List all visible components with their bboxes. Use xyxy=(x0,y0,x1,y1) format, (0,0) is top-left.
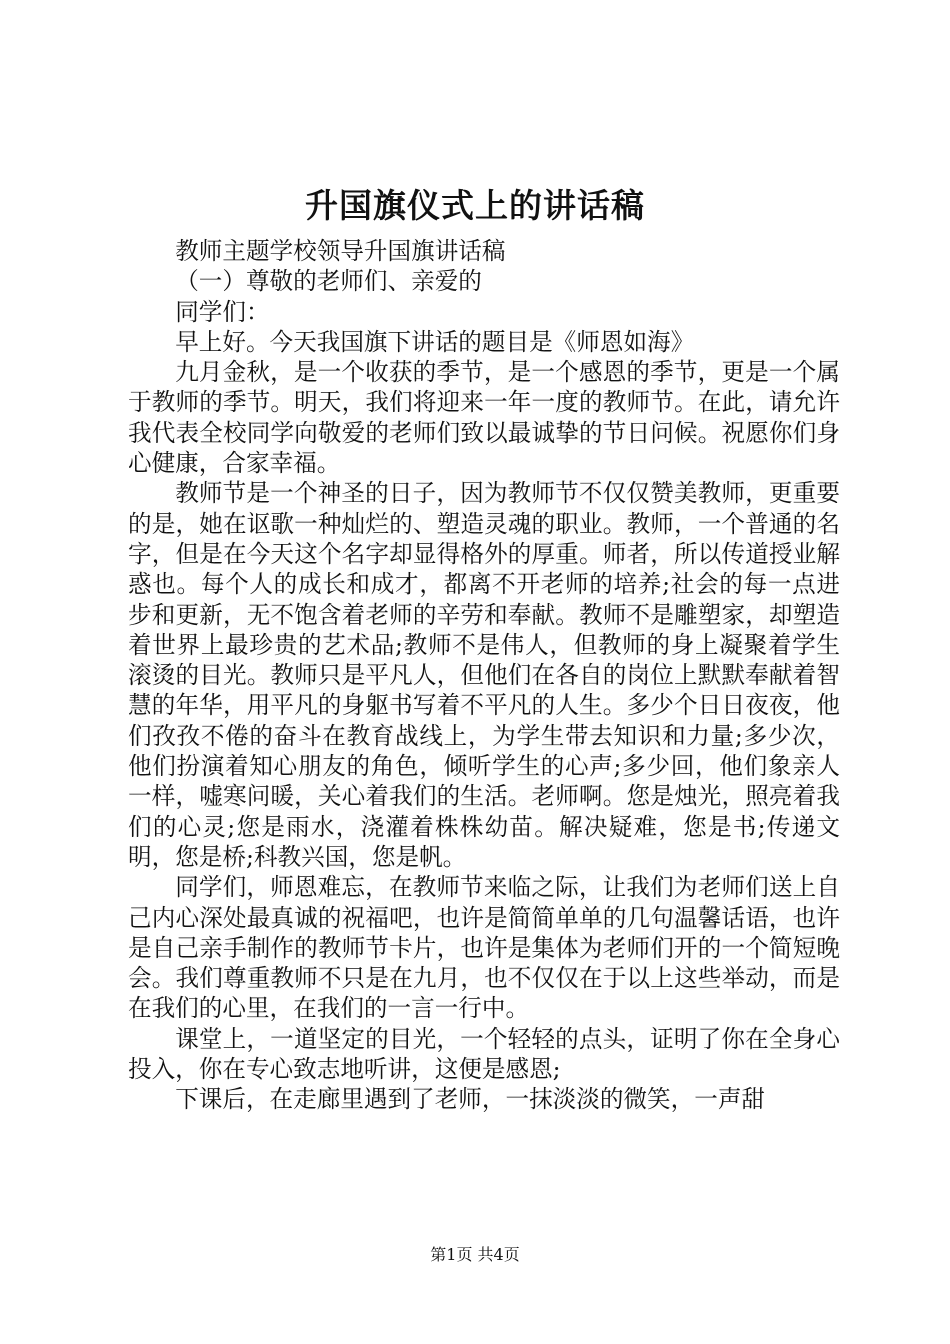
paragraph-greeting: 早上好。今天我国旗下讲话的题目是《师恩如海》 xyxy=(175,327,695,356)
document-body xyxy=(128,236,840,1115)
paragraph: 下课后，在走廊里遇到了老师，一抹淡淡的微笑，一声甜 xyxy=(175,1085,766,1114)
paragraph: 教师节是一个神圣的日子，因为教师节不仅仅赞美教师，更重要的是，她在讴歌一种灿烂的、塑造灵魂的职业。教师，一个普通的名字，但是在今天这个名字却显得格外的厚重。师者，所以传道授业解惑也。每个人的成长和成才，都离不开老师的培养;社会的每一点进步和更新，无不饱含着老师的辛劳和奉献。教师不是雕塑家，却塑造着世界上最珍贵的艺术品;教师不是伟人，但教师的身上凝聚着学生滚烫的目光。教师只是平凡人，但他们在各自的岗位上默默奉献着智慧的年华，用平凡的身躯书写着不平凡的人生。多少个日日夜夜，他们孜孜不倦的奋斗在教育战线上，为学生带去知识和力量;多少次，他们扮演着知心朋友的角色，倾听学生的心声;多少回，他们象亲人一样，嘘寒问暖，关心着我们的生活。老师啊。您是烛光，照亮着我们的心灵;您是雨水，浇灌着株株幼苗。解决疑难，您是书;传递文明，您是桥;科教兴国，您是帆。 xyxy=(128,479,840,871)
paragraph-salutation-1: （一）尊敬的老师们、亲爱的 xyxy=(175,267,482,296)
page-footer: 第1页 共4页 xyxy=(430,1245,520,1264)
paragraph: 课堂上，一道坚定的目光，一个轻轻的点头，证明了你在全身心投入，你在专心致志地听讲，这便是感恩; xyxy=(128,1024,840,1084)
paragraph: 九月金秋，是一个收获的季节，是一个感恩的季节，更是一个属于教师的季节。明天，我们将迎来一年一度的教师节。在此，请允许我代表全校同学向敬爱的老师们致以最诚挚的节日问候。祝愿你们身心健康，合家幸福。 xyxy=(128,358,840,478)
paragraph-subtitle: 教师主题学校领导升国旗讲话稿 xyxy=(175,237,506,265)
paragraph: 同学们，师恩难忘，在教师节来临之际，让我们为老师们送上自己内心深处最真诚的祝福吧，也许是简简单单的几句温馨话语，也许是自己亲手制作的教师节卡片，也许是集体为老师们开的一个简短晚会。我们尊重教师不只是在九月，也不仅仅在于以上这些举动，而是在我们的心里，在我们的一言一行中。 xyxy=(128,873,840,1023)
document-title: 升国旗仪式上的讲话稿 xyxy=(305,186,645,225)
paragraph-salutation-2: 同学们： xyxy=(175,297,270,326)
